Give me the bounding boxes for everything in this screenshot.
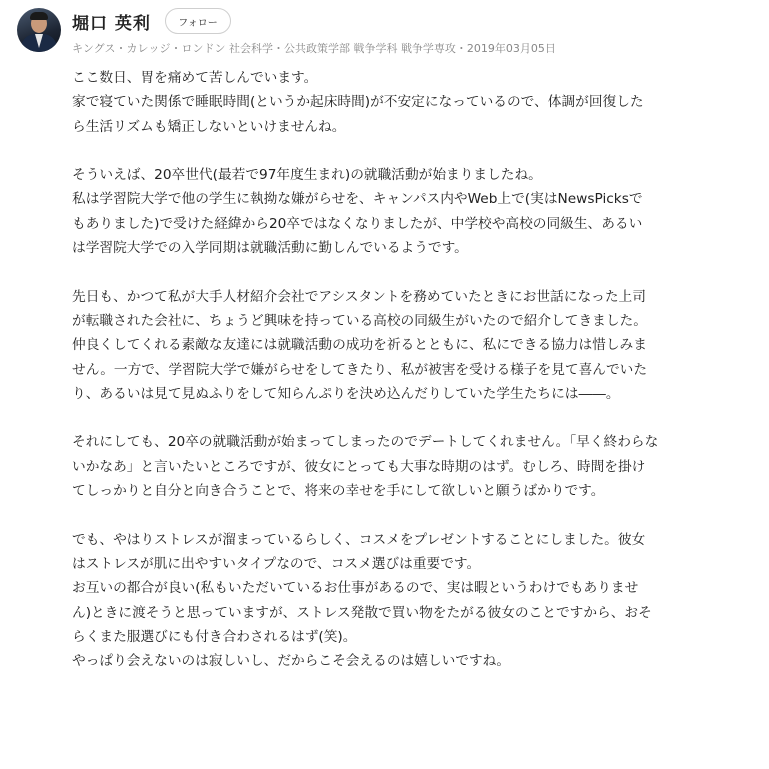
body-line: 私は学習院大学で他の学生に執拗な嫌がらせを、キャンパス内やWeb上で(実はNewsPicksで [72,191,643,208]
author-name[interactable]: 堀口 英利 [72,14,151,34]
body-line: てしっかりと自分と向き合うことで、将来の幸せを手にして欲しいと願うばかりです。 [72,483,605,500]
paragraph-spacer [72,406,762,430]
body-line: ここ数日、胃を痛めて苦しんでいます。 [72,70,318,86]
paragraph-spacer [72,139,762,163]
body-line: り、あるいは見て見ぬふりをして知らんぷりを決め込んだりしていた学生たちには――。 [72,385,620,402]
body-line: 先日も、かつて私が大手人材紹介会社でアシスタントを務めていたときにお世話になった上司 [72,288,646,305]
body-line: ん)ときに渡そうと思っていますが、ストレス発散で買い物をたがる彼女のことですから、おそ [72,604,652,621]
body-line: もありました)で受けた経緯から20卒ではなくなりましたが、中学校や高校の同級生、あるい [72,215,643,232]
body-line: いかなあ」と言いたいところですが、彼女にとっても大事な時期のはず。むしろ、時間を掛け [72,458,646,475]
body-line: はストレスが肌に出やすいタイプなので、コスメ選びは重要です。 [72,555,481,572]
follow-button[interactable]: フォロー [165,8,231,34]
body-line: でも、やはりストレスが溜まっているらしく、コスメをプレゼントすることにしました。彼女 [72,531,646,548]
body-line: お互いの都合が良い(私もいただいているお仕事があるので、実は暇というわけでもありませ [72,580,639,597]
body-line: 仲良くしてくれる素敵な友達には就職活動の成功を祈るとともに、私にできる協力は惜しみま [72,337,647,354]
body-line: らくまた服選びにも付き合わされるはず(笑)。 [72,628,357,645]
avatar-hair [30,12,48,20]
body-line: せん。一方で、学習院大学で嫌がらせをしてきたり、私が被害を受ける様子を見て喜んでいた [72,361,648,378]
body-line: が転職された会社に、ちょうど興味を持っている高校の同級生がいたので紹介してきました。 [72,312,647,329]
body-line: 家で寝ていた関係で睡眠時間(というか起床時間)が不安定になっているので、体調が回復した [72,94,644,111]
body-line: ら生活リズムも矯正しないといけませんね。 [72,118,346,135]
post-body [72,66,762,673]
body-line: やっぱり会えないのは寂しいし、だからこそ会えるのは嬉しいですね。 [72,653,511,670]
author-meta: キングス・カレッジ・ロンドン 社会科学・公共政策学部 戦争学科 戦争学専攻・2019年03月05日 [72,42,556,55]
paragraph-spacer [72,503,762,527]
avatar[interactable] [17,8,61,52]
body-line: そういえば、20卒世代(最若で97年度生まれ)の就職活動が始まりましたね。 [72,167,542,184]
body-line: は学習院大学での入学同期は就職活動に勤しんでいるようです。 [72,240,468,257]
paragraph-spacer [72,260,762,284]
body-line: それにしても、20卒の就職活動が始まってしまったのでデートしてくれません。「早く終わらな [72,434,659,451]
